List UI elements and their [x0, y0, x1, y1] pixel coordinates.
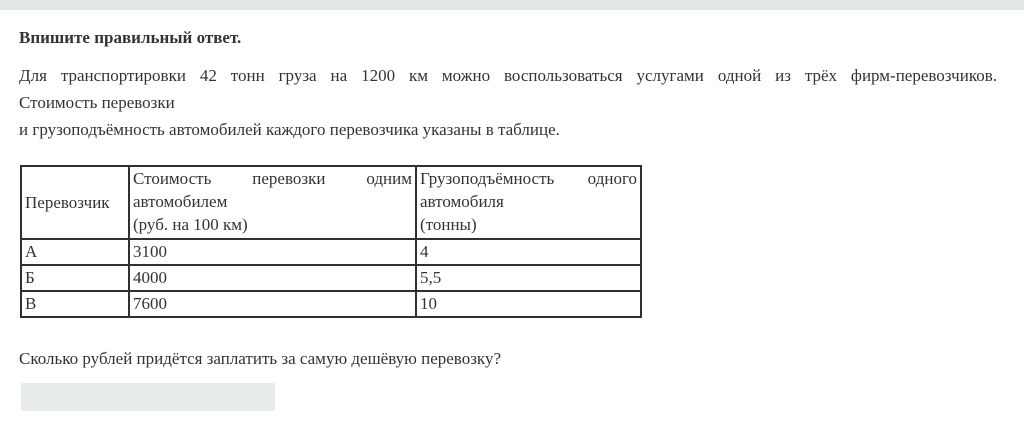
cell-cost: 3100	[129, 239, 416, 265]
instruction-title: Впишите правильный ответ.	[19, 28, 242, 47]
problem-text	[19, 62, 997, 143]
cell-capacity: 4	[416, 239, 641, 265]
carriers-table	[20, 165, 642, 318]
header-capacity-line-3: (тонны)	[420, 215, 477, 234]
problem-line-1: Для транспортировки 42 тонн груза на 1200 км можно воспользоваться услугами одной из трёх фирм-перевозчиков.	[19, 66, 997, 85]
header-cost	[129, 166, 416, 239]
cell-cost: 7600	[129, 291, 416, 317]
question-text: Сколько рублей придётся заплатить за самую дешёвую перевозку?	[19, 349, 501, 368]
answer-input[interactable]	[21, 383, 275, 411]
problem-line-2: Стоимость перевозки	[19, 93, 175, 112]
cell-carrier: А	[21, 239, 129, 265]
cell-carrier: В	[21, 291, 129, 317]
cell-capacity: 10	[416, 291, 641, 317]
header-carrier: Перевозчик	[21, 166, 129, 239]
table-row	[21, 239, 641, 265]
quiz-content	[0, 10, 1024, 411]
header-capacity-line-2: автомобиля	[420, 192, 504, 211]
header-cost-line-1: Стоимость перевозки одним	[133, 169, 412, 188]
header-capacity-line-1: Грузоподъёмность одного	[420, 169, 637, 188]
cell-carrier: Б	[21, 265, 129, 291]
table-row	[21, 291, 641, 317]
header-cost-line-2: автомобилем	[133, 192, 228, 211]
cell-cost: 4000	[129, 265, 416, 291]
table-row	[21, 265, 641, 291]
header-capacity	[416, 166, 641, 239]
cell-capacity: 5,5	[416, 265, 641, 291]
table-header-row	[21, 166, 641, 239]
top-bar	[0, 0, 1024, 10]
header-cost-line-3: (руб. на 100 км)	[133, 215, 248, 234]
problem-line-3: и грузоподъёмность автомобилей каждого перевозчика указаны в таблице.	[19, 120, 560, 139]
